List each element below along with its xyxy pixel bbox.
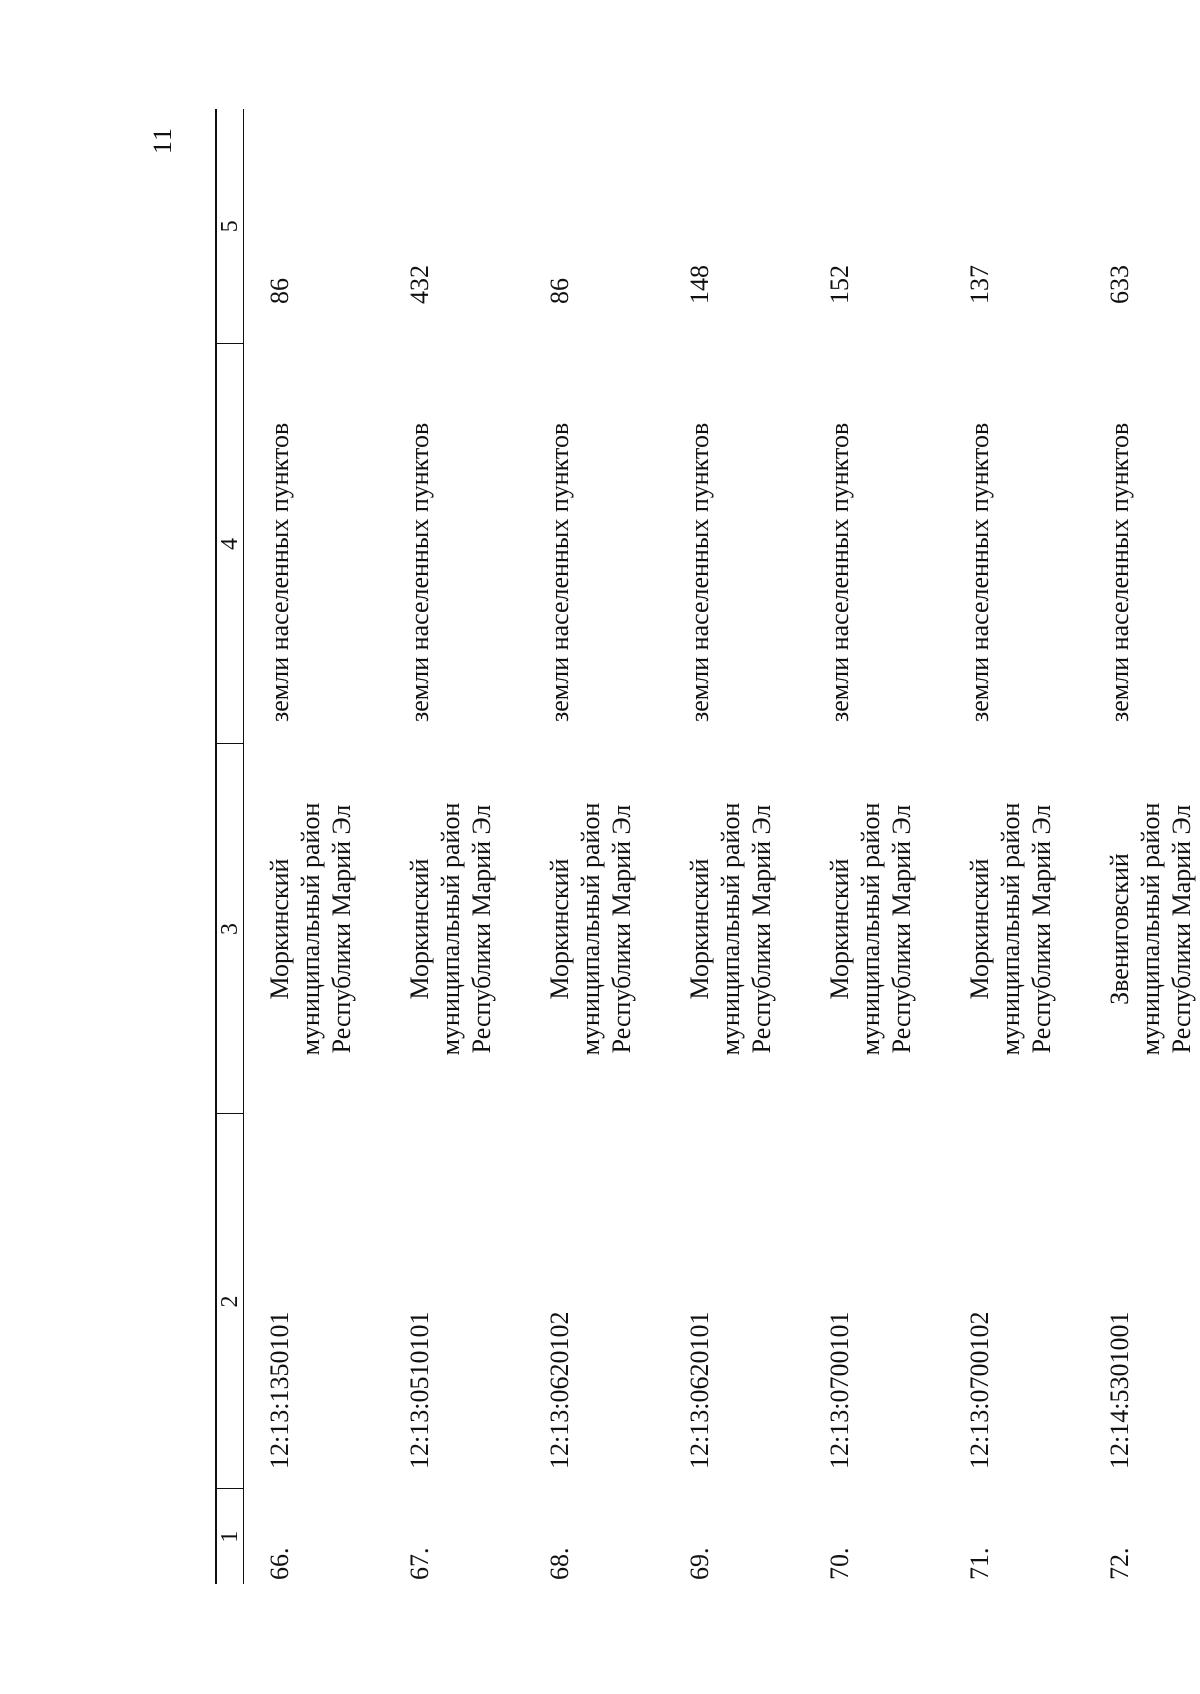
municipality-cell (664, 744, 804, 1114)
row-number: 72. (1105, 1547, 1134, 1580)
cadastral-number: 12:13:0620102 (545, 1311, 574, 1469)
table-row (804, 109, 944, 1584)
table-row (244, 109, 385, 1584)
municipality-line: Моркинский (545, 858, 574, 1000)
municipality-cell (1084, 744, 1200, 1114)
value-cell: 148 (685, 265, 714, 304)
column-header-4: 4 (216, 344, 244, 744)
table-row (384, 109, 524, 1584)
municipality-line: Республики Марий Эл (1167, 804, 1196, 1054)
land-plots-table (215, 109, 1200, 1584)
municipality-line: Республики Марий Эл (327, 804, 356, 1054)
row-number: 71. (965, 1547, 994, 1580)
municipality-line: муниципальный район (1136, 802, 1165, 1056)
table-row (944, 109, 1084, 1584)
municipality-line: муниципальный район (716, 802, 745, 1056)
land-category: земли населенных пунктов (965, 422, 994, 722)
cadastral-number: 12:13:0700102 (965, 1311, 994, 1469)
land-category: земли населенных пунктов (1105, 422, 1134, 722)
row-number: 69. (685, 1547, 714, 1580)
value-cell: 137 (965, 265, 994, 304)
municipality-line: Республики Марий Эл (747, 804, 776, 1054)
table-row (664, 109, 804, 1584)
municipality-line: Республики Марий Эл (887, 804, 916, 1054)
municipality-cell (524, 744, 664, 1114)
table-body (244, 109, 1200, 1584)
cadastral-number: 12:13:1350101 (265, 1311, 294, 1469)
column-header-5: 5 (216, 109, 244, 344)
cadastral-number: 12:14:5301001 (1105, 1311, 1134, 1469)
municipality-line: Моркинский (405, 858, 434, 1000)
municipality-line: Республики Марий Эл (1027, 804, 1056, 1054)
municipality-line: муниципальный район (296, 802, 325, 1056)
municipality-line: муниципальный район (996, 802, 1025, 1056)
value-cell: 633 (1105, 265, 1134, 304)
municipality-cell (244, 744, 385, 1114)
land-category: земли населенных пунктов (545, 422, 574, 722)
municipality-line: Моркинский (685, 858, 714, 1000)
column-header-1: 1 (216, 1489, 244, 1584)
land-category: земли населенных пунктов (405, 422, 434, 722)
value-cell: 152 (825, 265, 854, 304)
municipality-cell (944, 744, 1084, 1114)
municipality-line: Моркинский (265, 858, 294, 1000)
row-number: 68. (545, 1547, 574, 1580)
municipality-line: Моркинский (825, 858, 854, 1000)
municipality-line: Звениговский (1105, 853, 1134, 1005)
row-number: 70. (825, 1547, 854, 1580)
municipality-line: муниципальный район (856, 802, 885, 1056)
column-header-3: 3 (216, 744, 244, 1114)
cadastral-number: 12:13:0620101 (685, 1311, 714, 1469)
row-number: 67. (405, 1547, 434, 1580)
land-category: земли населенных пунктов (825, 422, 854, 722)
table-row (524, 109, 664, 1584)
municipality-line: Республики Марий Эл (467, 804, 496, 1054)
value-cell: 86 (265, 278, 294, 304)
column-header-2: 2 (216, 1114, 244, 1489)
row-number: 66. (265, 1547, 294, 1580)
municipality-line: Моркинский (965, 858, 994, 1000)
value-cell: 86 (545, 278, 574, 304)
land-category: земли населенных пунктов (685, 422, 714, 722)
page-number: 11 (148, 126, 177, 154)
municipality-line: муниципальный район (576, 802, 605, 1056)
table-header-row (216, 109, 244, 1584)
value-cell: 432 (405, 265, 434, 304)
cadastral-number: 12:13:0510101 (405, 1311, 434, 1469)
land-category: земли населенных пунктов (265, 422, 294, 722)
municipality-cell (804, 744, 944, 1114)
table-row (1084, 109, 1200, 1584)
municipality-line: муниципальный район (436, 802, 465, 1056)
municipality-line: Республики Марий Эл (607, 804, 636, 1054)
municipality-cell (384, 744, 524, 1114)
cadastral-number: 12:13:0700101 (825, 1311, 854, 1469)
